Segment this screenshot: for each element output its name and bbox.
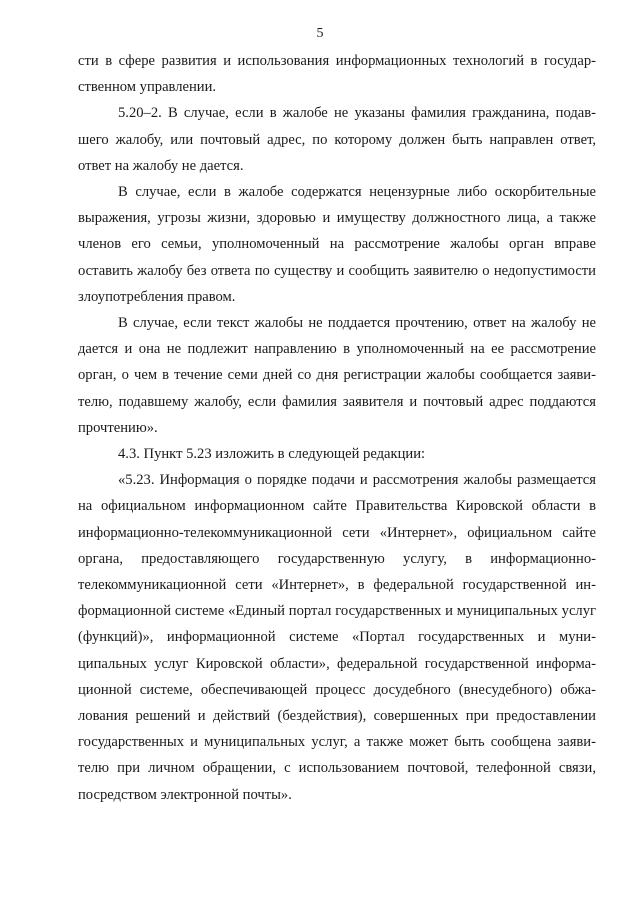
paragraph-4-3: 4.3. Пункт 5.23 изложить в следующей редакции: bbox=[118, 446, 426, 463]
paragraph-continuation: сти в сфере развития и использования информационных технологий в государственном управлении. bbox=[78, 53, 596, 96]
paragraph-5-20-2: 5.20–2. В случае, если в жалобе не указаны фамилия гражданина, подавшего жалобу, или почтовый адрес, по которому должен быть направлен ответ, ответ на жалобу не дается. bbox=[78, 105, 596, 174]
page-number: 5 bbox=[316, 26, 324, 41]
paragraph-unreadable-complaint: В случае, если текст жалобы не поддается прочтению, ответ на жалобу не дается и она не подлежит направлению в уполномоченный на ее рассмотрение орган, о чем в течение семи дней со дня регистрации жалобы сообщается заявителю, подавшему жалобу, если фамилия заявителя и почтовый адрес поддаются прочтению». bbox=[78, 315, 596, 436]
document-body bbox=[78, 48, 596, 808]
paragraph-5-23: «5.23. Информация о порядке подачи и рассмотрения жалобы размещается на официальном информационном сайте Правительства Кировской области в информационно-телекоммуникационной сети «Интернет», официальном сайте органа, предоставляющего государственную услугу, в информационно-телекоммуникационной сети «Интернет», в федеральной государственной информационной системе «Единый портал государственных и муниципальных услуг (функций)», информационной системе «Портал государственных и муниципальных услуг Кировской области», федеральной государственной информационной системе, обеспечивающей процесс досудебного (внесудебного) обжалования решений и действий (бездействия), совершенных при предоставлении государственных и муниципальных услуг, а также может быть сообщена заявителю при личном обращении, с использованием почтовой, телефонной связи, посредством электронной почты». bbox=[78, 472, 596, 803]
paragraph-obscene-complaint: В случае, если в жалобе содержатся нецензурные либо оскорбительные выражения, угрозы жизни, здоровью и имуществу должностного лица, а также членов его семьи, уполномоченный на рассмотрение жалобы орган вправе оставить жалобу без ответа по существу и сообщить заявителю о недопустимости злоупотребления правом. bbox=[78, 184, 596, 305]
